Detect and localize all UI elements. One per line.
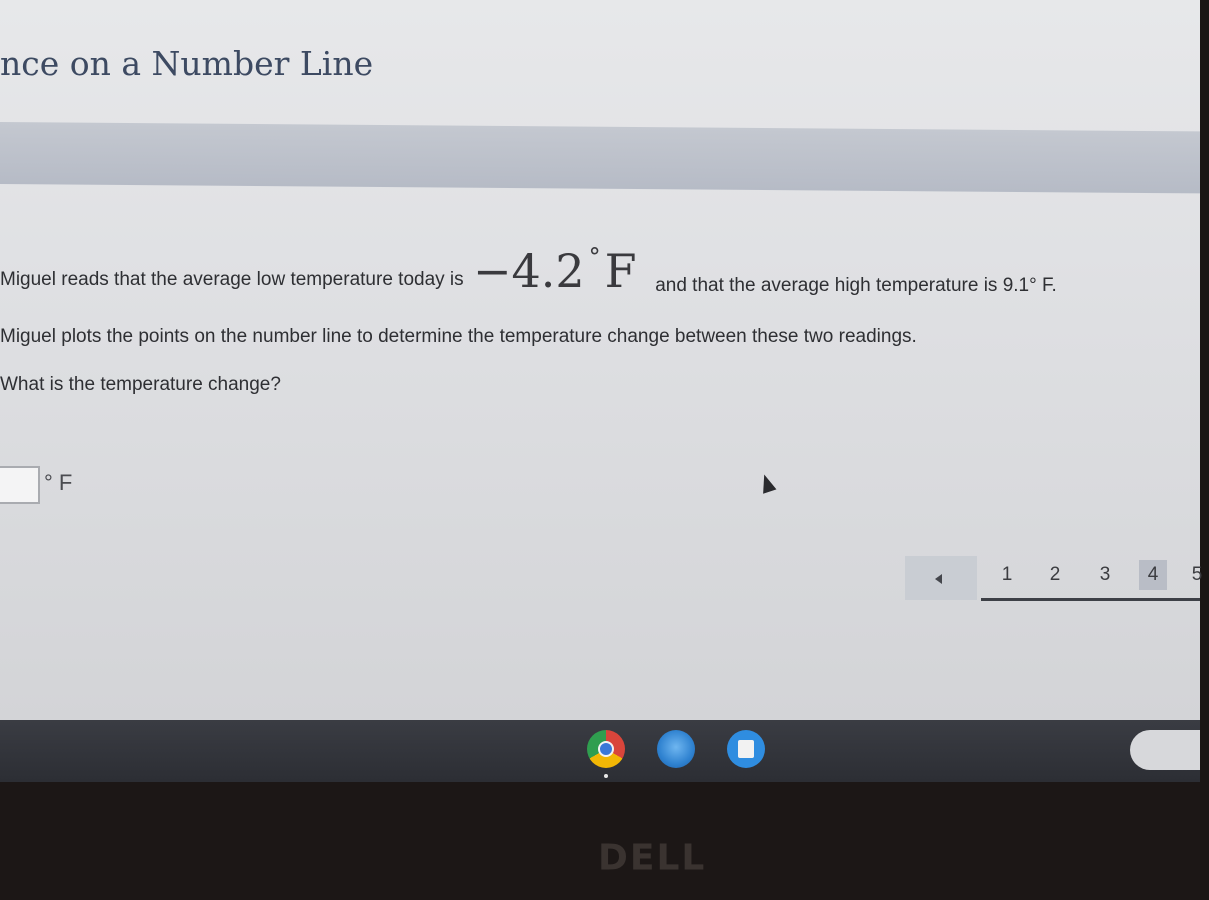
question-intro: Miguel reads that the average low temperature today is [0, 269, 464, 290]
tick-label: 5 [1191, 564, 1203, 585]
mouse-cursor-icon [758, 472, 777, 493]
dell-logo: DELL [598, 837, 707, 879]
title-bar [0, 122, 1200, 193]
files-icon[interactable] [727, 730, 765, 768]
question-prompt: What is the temperature change? [0, 374, 281, 395]
low-temperature-degree: ° [588, 243, 601, 271]
page-title: nce on a Number Line [0, 44, 374, 83]
taskbar-shelf [0, 720, 1200, 782]
low-temperature-minus: − [472, 244, 512, 298]
question-line-1 [0, 240, 1057, 298]
number-line-axis [981, 598, 1200, 601]
arrow-left-icon [935, 574, 942, 584]
number-line-scroll-left-button[interactable] [905, 556, 977, 600]
tick-label: 2 [1049, 564, 1061, 585]
tick-label-highlighted: 4 [1139, 560, 1167, 590]
chrome-icon[interactable] [587, 730, 625, 768]
tick-label: 3 [1099, 564, 1111, 585]
low-temperature-unit: F [604, 244, 637, 298]
tick-label: 1 [1001, 564, 1013, 585]
question-high-temperature: and that the average high temperature is 9.1° F. [655, 275, 1057, 296]
status-tray[interactable] [1130, 730, 1200, 770]
running-indicator [604, 774, 608, 778]
web-store-icon[interactable] [657, 730, 695, 768]
low-temperature [473, 244, 651, 298]
answer-unit: ° F [44, 470, 73, 495]
number-line[interactable] [905, 548, 1203, 606]
answer-input[interactable] [0, 466, 40, 504]
question-line-2: Miguel plots the points on the number line to determine the temperature change between these two readings. [0, 326, 917, 347]
low-temperature-number: 4.2 [511, 244, 585, 298]
